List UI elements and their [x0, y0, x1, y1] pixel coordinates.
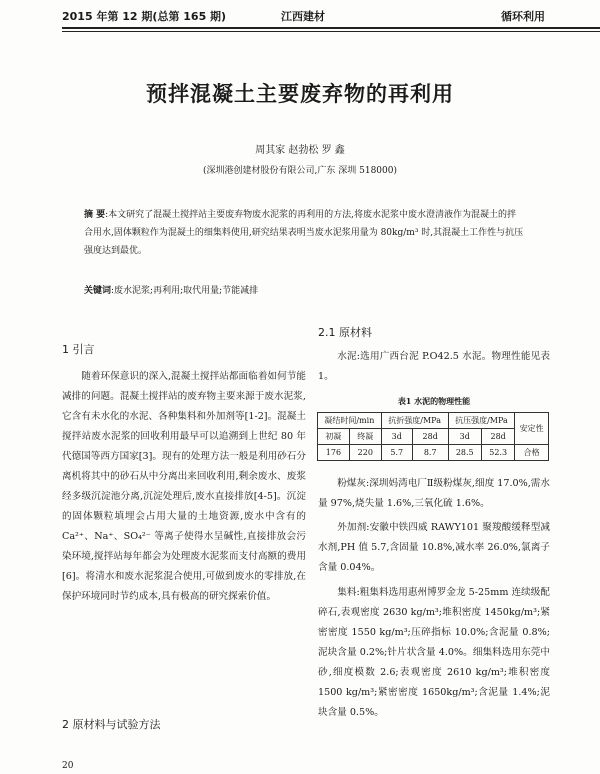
- authors: 周其家 赵勃松 罗 鑫: [255, 145, 345, 156]
- page-number: 20: [62, 761, 74, 771]
- page-title: 预拌混凝土主要废弃物的再利用: [146, 82, 454, 106]
- keywords-text: :废水泥浆;再利用;取代用量;节能减排: [111, 286, 259, 296]
- section-1-heading: 1 引言: [62, 343, 95, 356]
- issue-label: 2015 年第 12 期(总第 165 期): [62, 10, 227, 23]
- journal-name: 江西建材: [281, 10, 325, 23]
- header-stability: 安定性: [515, 413, 549, 445]
- introduction-paragraph: 随着环保意识的深入,混凝土搅拌站都面临着如何节能减排的问题。混凝土搅拌站的废弃物主要来源于废水泥浆,它含有未水化的水泥、各种集料和外加剂等[1-2]。混凝土搅拌站废水泥浆的回收利用最早可以追溯到上世纪 80 年代德国等西方国家[3]。现有的处理方法一般是利用砂石分离机将其中的砂石从中分离出来回收利用,剩余废水、废浆经多级沉淀池分离,沉淀处理后,废水直接排放[4-5]。沉淀的固体颗粒填埋会占用大量的土地资源,废水中含有的 Ca²⁺、Na⁺、SO₄²⁻ 等离子使得水呈碱性,直接排放会污染环境,搅拌站每年都会为处理废水泥浆而支付高额的费用[6]。将清水和废水泥浆混合使用,可做到废水的零排放,在保护环境同时节约成本,具有极高的研究探索价值。: [62, 371, 306, 602]
- header-flexural-strength: 抗折强度/MPa: [381, 413, 448, 429]
- table-header-row: [318, 413, 549, 429]
- subheader-final-set: 终凝: [349, 429, 381, 445]
- header-rule-thin: [62, 31, 600, 32]
- abstract: [84, 206, 524, 260]
- subheader-compressive-28d: 28d: [481, 429, 514, 445]
- cement-properties-table: [317, 412, 549, 461]
- value-initial-set: 176: [318, 445, 350, 461]
- cement-paragraph: 水泥:选用广西台泥 P.O42.5 水泥。物理性能见表 1。: [318, 351, 550, 382]
- value-flexural-28d: 8.7: [412, 445, 448, 461]
- table-subheader-row: [318, 429, 549, 445]
- value-stability: 合格: [515, 445, 549, 461]
- value-final-set: 220: [349, 445, 381, 461]
- abstract-text: :本文研究了混凝土搅拌站主要废弃物废水泥浆的再利用的方法,将废水泥浆中废水澄清液作为混凝土的拌合用水,固体颗粒作为混凝土的细集料使用,研究结果表明当废水泥浆用量为 80kg/m³ 时,其混凝土工作性与抗压强度达到最优。: [84, 210, 524, 256]
- subheader-compressive-3d: 3d: [448, 429, 481, 445]
- keywords-label: 关键词: [84, 286, 112, 296]
- table-row: [318, 445, 549, 461]
- keywords: [84, 282, 524, 300]
- subheader-flexural-28d: 28d: [412, 429, 448, 445]
- aggregate-paragraph: 集料:粗集料选用惠州博罗金龙 5-25mm 连续级配碎石,表观密度 2630 kg/m³;堆积密度 1450kg/m³;紧密密度 1550 kg/m³;压碎指标 10.0%;含泥量 0.8%;泥块含量 0.2%;针片状含量 4.0%。细集料选用东莞中砂,细度模数 2.6;表观密度 2610 kg/m³;堆积密度 1500 kg/m³;紧密密度 1650kg/m³;含泥量 1.4%;泥块含量 0.5%。: [318, 587, 550, 718]
- subheader-initial-set: 初凝: [318, 429, 350, 445]
- section-2-1-heading: 2.1 原材料: [318, 326, 372, 339]
- value-compressive-28d: 52.3: [481, 445, 514, 461]
- column-name: 循环利用: [501, 10, 545, 23]
- subheader-flexural-3d: 3d: [381, 429, 412, 445]
- value-compressive-3d: 28.5: [448, 445, 481, 461]
- abstract-label: 摘 要: [84, 210, 106, 220]
- flyash-paragraph: 粉煤灰:深圳妈湾电厂Ⅱ级粉煤灰,细度 17.0%,需水量 97%,烧失量 1.6%,三氧化硫 1.6%。: [318, 478, 550, 509]
- header-setting-time: 凝结时间/min: [318, 413, 382, 429]
- admixture-paragraph: 外加剂:安徽中铁四威 RAWY101 聚羧酸缓释型减水剂,PH 值 5.7,含固量 10.8%,减水率 26.0%,氯离子含量 0.04%。: [318, 522, 550, 573]
- header-compressive-strength: 抗压强度/MPa: [448, 413, 515, 429]
- header-rule: [62, 27, 600, 29]
- value-flexural-3d: 5.7: [381, 445, 412, 461]
- section-2-heading: 2 原材料与试验方法: [62, 718, 161, 731]
- affiliation: (深圳港创建材股份有限公司,广东 深圳 518000): [203, 166, 397, 176]
- table-1-caption: 表1 水泥的物理性能: [397, 396, 471, 406]
